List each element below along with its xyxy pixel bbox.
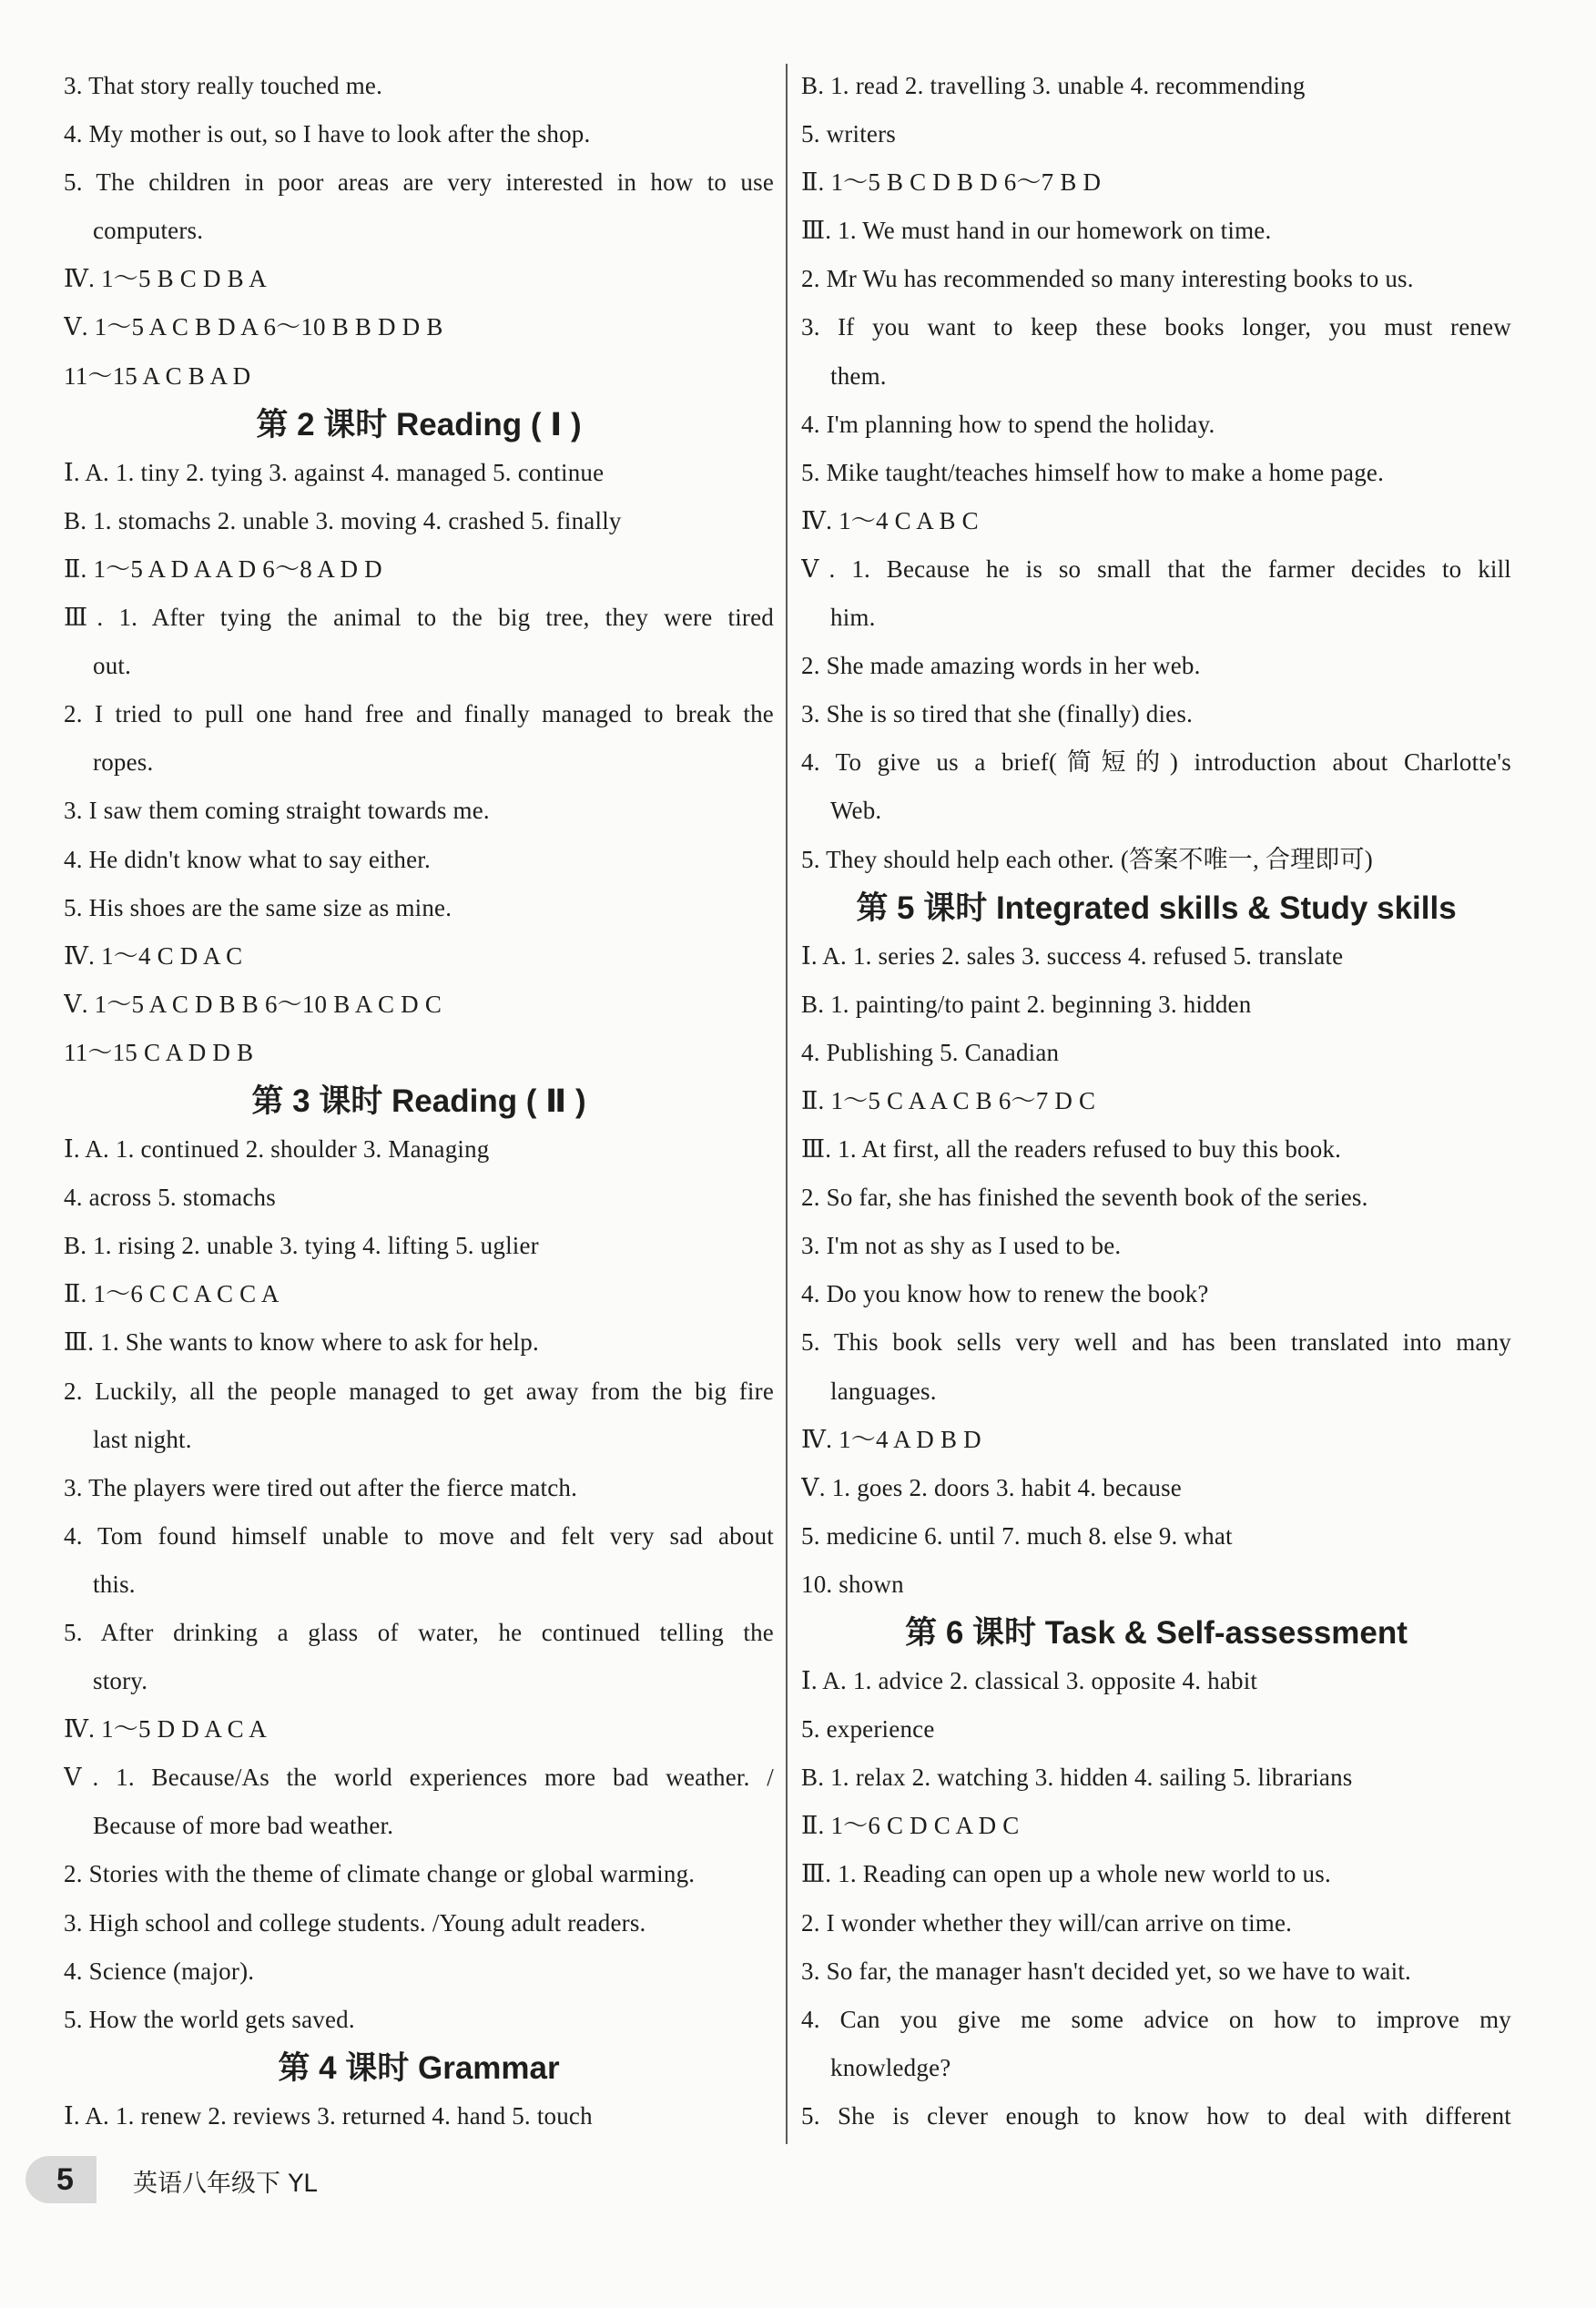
text-line: 4. Publishing 5. Canadian <box>801 1038 1060 1066</box>
text-line: Ⅲ. 1. Reading can open up a whole new world to us. <box>801 1860 1331 1888</box>
text-line: Ⅳ. 1～4 A D B D <box>801 1425 981 1453</box>
text-line: 4. Do you know how to renew the book? <box>801 1280 1209 1308</box>
text-line: Web. <box>830 797 882 825</box>
text-line: 5. writers <box>801 120 896 148</box>
text-line: Ⅱ. 1～5 A D A A D 6～8 A D D <box>64 554 382 583</box>
text-line: 2. So far, she has finished the seventh book of the series. <box>801 1184 1368 1212</box>
text-line: 4. Can you give me some advice on how to improve my <box>801 2005 1511 2033</box>
text-line: B. 1. relax 2. watching 3. hidden 4. sailing 5. librarians <box>801 1764 1353 1792</box>
text-line: Ⅰ. A. 1. renew 2. reviews 3. returned 4. hand 5. touch <box>64 2101 593 2130</box>
text-line: Ⅴ. 1～5 A C B D A 6～10 B B D D B <box>64 313 443 341</box>
text-line: 5. After drinking a glass of water, he continued telling the <box>64 1619 774 1646</box>
text-line: this. <box>93 1570 136 1598</box>
text-line: last night. <box>93 1425 192 1453</box>
text-line: 4. Tom found himself unable to move and felt very sad about <box>64 1521 774 1550</box>
text-line: 2. I wonder whether they will/can arrive on time. <box>801 1908 1293 1937</box>
text-line: Ⅱ. 1～5 C A A C B 6～7 D C <box>801 1086 1096 1114</box>
text-line: Ⅰ. A. 1. series 2. sales 3. success 4. refused 5. translate <box>801 941 1344 970</box>
section-heading: 第 5 课时 Integrated skills & Study skills <box>856 890 1457 926</box>
text-line: 5. The children in poor areas are very interested in how to use <box>64 168 774 197</box>
section-heading: 第 2 课时 Reading ( Ⅰ ) <box>256 406 582 442</box>
text-line: 3. High school and college students. /Young adult readers. <box>64 1908 646 1937</box>
text-line: 4. He didn't know what to say either. <box>64 845 431 873</box>
text-line: story. <box>93 1667 148 1695</box>
text-line: Ⅲ. 1. At first, all the readers refused to buy this book. <box>801 1135 1342 1164</box>
book-label: 英语八年级下 YL <box>133 2170 318 2198</box>
text-line: Ⅲ. 1. After tying the animal to the big tree, they were tired <box>64 604 774 632</box>
text-line: 2. I tried to pull one hand free and finally managed to break the <box>64 700 774 728</box>
text-line: 3. I'm not as shy as I used to be. <box>801 1232 1122 1260</box>
text-line: 4. I'm planning how to spend the holiday. <box>801 410 1215 438</box>
text-line: 5. This book sells very well and has been translated into many <box>801 1328 1511 1357</box>
text-line: Ⅱ. 1～6 C C A C C A <box>64 1280 280 1308</box>
text-line: Ⅱ. 1～6 C D C A D C <box>801 1812 1020 1840</box>
text-line: 4. To give us a brief(简短的) introduction about Charlotte's <box>801 748 1511 777</box>
text-line: him. <box>830 604 876 632</box>
text-line: 4. across 5. stomachs <box>64 1184 276 1212</box>
text-line: Ⅴ. 1. goes 2. doors 3. habit 4. because <box>801 1473 1182 1501</box>
text-line: 11～15 A C B A D <box>64 361 251 390</box>
text-line: 5. His shoes are the same size as mine. <box>64 893 452 921</box>
text-line: Ⅳ. 1～5 B C D B A <box>64 265 267 293</box>
page-number: 5 <box>25 2156 97 2203</box>
column-divider <box>786 64 788 2144</box>
right-column <box>801 62 1511 2140</box>
text-line: 5. They should help each other. (答案不唯一, 合理即可) <box>801 845 1373 873</box>
text-line: 5. How the world gets saved. <box>64 2005 355 2033</box>
text-line: 2. Stories with the theme of climate change or global warming. <box>64 1860 696 1888</box>
text-line: Ⅰ. A. 1. tiny 2. tying 3. against 4. managed 5. continue <box>64 458 605 486</box>
text-line: 2. Luckily, all the people managed to get away from the big fire <box>64 1377 774 1405</box>
text-line: ropes. <box>93 748 154 777</box>
text-line: Ⅲ. 1. She wants to know where to ask for help. <box>64 1328 539 1357</box>
text-line: 5. Mike taught/teaches himself how to make a home page. <box>801 458 1385 486</box>
text-line: Ⅳ. 1～4 C A B C <box>801 506 979 534</box>
text-line: 3. That story really touched me. <box>64 72 383 99</box>
text-line: 2. She made amazing words in her web. <box>801 652 1201 680</box>
text-line: 3. If you want to keep these books longer, you must renew <box>801 313 1511 341</box>
left-column <box>64 62 774 2140</box>
text-line: 3. So far, the manager hasn't decided yet, so we have to wait. <box>801 1957 1411 1985</box>
text-line: Ⅱ. 1～5 B C D B D 6～7 B D <box>801 168 1102 197</box>
section-heading: 第 6 课时 Task & Self-assessment <box>905 1615 1408 1651</box>
text-line: 3. The players were tired out after the fierce match. <box>64 1473 578 1501</box>
text-line: 10. shown <box>801 1570 904 1598</box>
text-line: Ⅲ. 1. We must hand in our homework on time. <box>801 217 1272 245</box>
text-line: Ⅴ. 1～5 A C D B B 6～10 B A C D C <box>64 990 442 1018</box>
text-line: out. <box>93 652 132 680</box>
text-line: Ⅰ. A. 1. advice 2. classical 3. opposite 4. habit <box>801 1667 1258 1695</box>
text-line: Ⅳ. 1～4 C D A C <box>64 941 243 970</box>
text-line: B. 1. painting/to paint 2. beginning 3. hidden <box>801 990 1252 1018</box>
text-line: them. <box>830 361 887 390</box>
section-heading: 第 4 课时 Grammar <box>278 2049 560 2086</box>
text-line: 3. I saw them coming straight towards me. <box>64 797 490 825</box>
text-line: Ⅳ. 1～5 D D A C A <box>64 1715 267 1744</box>
text-line: Ⅴ. 1. Because/As the world experiences more bad weather. / <box>64 1764 774 1792</box>
text-line: 5. medicine 6. until 7. much 8. else 9. what <box>801 1521 1233 1550</box>
text-line: Ⅰ. A. 1. continued 2. shoulder 3. Managing <box>64 1135 490 1164</box>
text-line: 4. My mother is out, so I have to look after the shop. <box>64 120 591 148</box>
text-line: 5. experience <box>801 1715 935 1744</box>
text-line: Because of more bad weather. <box>93 1812 394 1840</box>
text-line: Ⅴ. 1. Because he is so small that the farmer decides to kill <box>801 554 1511 583</box>
text-line: 4. Science (major). <box>64 1957 255 1985</box>
text-line: 3. She is so tired that she (finally) dies. <box>801 700 1194 728</box>
text-line: B. 1. rising 2. unable 3. tying 4. lifting 5. uglier <box>64 1232 539 1260</box>
text-line: computers. <box>93 217 204 245</box>
text-line: knowledge? <box>830 2053 951 2081</box>
text-line: 11～15 C A D D B <box>64 1038 254 1066</box>
text-line: B. 1. stomachs 2. unable 3. moving 4. crashed 5. finally <box>64 506 622 534</box>
text-line: B. 1. read 2. travelling 3. unable 4. recommending <box>801 72 1306 99</box>
section-heading: 第 3 课时 Reading ( Ⅱ ) <box>251 1083 586 1119</box>
text-line: 2. Mr Wu has recommended so many interesting books to us. <box>801 265 1414 293</box>
text-line: languages. <box>830 1377 937 1405</box>
text-line: 5. She is clever enough to know how to deal with different <box>801 2101 1511 2130</box>
